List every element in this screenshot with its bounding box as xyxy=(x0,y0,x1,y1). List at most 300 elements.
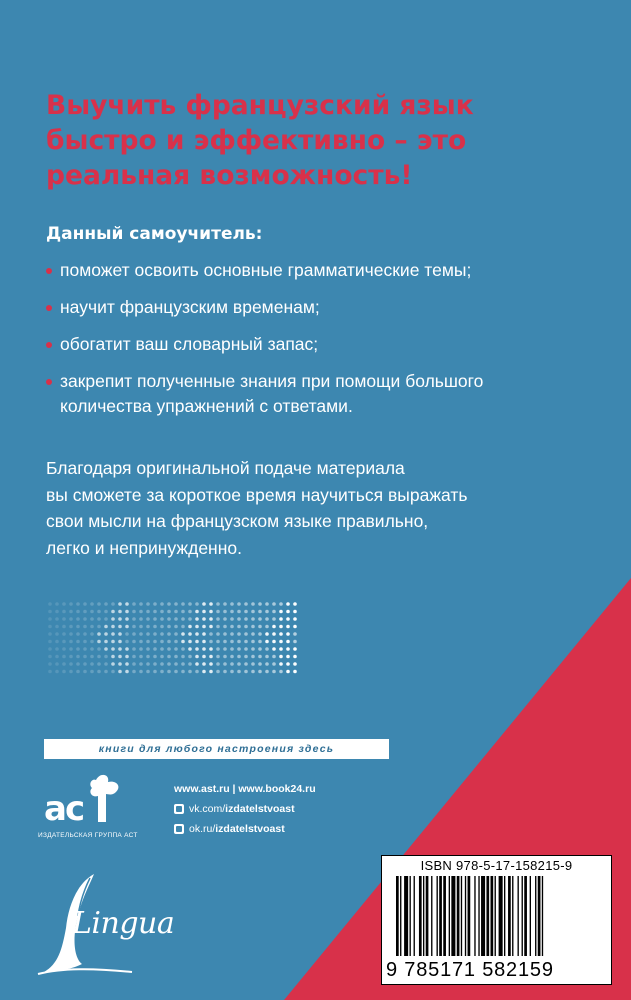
decorative-dot xyxy=(111,602,115,606)
decorative-dot xyxy=(188,610,192,614)
decorative-dot xyxy=(153,647,157,651)
decorative-dot xyxy=(279,647,283,651)
decorative-dot xyxy=(125,610,129,614)
decorative-dot xyxy=(160,670,164,674)
decorative-dot xyxy=(223,670,227,674)
decorative-dot xyxy=(237,647,241,651)
list-item xyxy=(46,295,616,320)
decorative-dot xyxy=(258,640,262,644)
decorative-dot xyxy=(125,670,129,674)
barcode-bar xyxy=(449,876,450,956)
decorative-dot xyxy=(153,610,157,614)
ok-icon xyxy=(174,824,184,834)
barcode-bar xyxy=(522,876,523,956)
decorative-dot xyxy=(251,625,255,629)
decorative-dot xyxy=(258,662,262,666)
decorative-dot xyxy=(104,670,108,674)
decorative-dot xyxy=(209,625,213,629)
decorative-dot xyxy=(216,617,220,621)
decorative-dot xyxy=(83,662,87,666)
decorative-dot xyxy=(279,662,283,666)
decorative-dot xyxy=(174,640,178,644)
decorative-dot xyxy=(202,662,206,666)
decorative-dot xyxy=(153,670,157,674)
decorative-dot xyxy=(62,602,66,606)
decorative-dot xyxy=(265,632,269,636)
decorative-dot xyxy=(244,670,248,674)
list-item-text: научит французским временам; xyxy=(60,297,320,317)
decorative-dot xyxy=(111,670,115,674)
decorative-dot xyxy=(174,602,178,606)
websites-link[interactable]: www.ast.ru | www.book24.ru xyxy=(174,783,316,795)
barcode-bar xyxy=(468,876,471,956)
decorative-dot xyxy=(146,602,150,606)
decorative-dot xyxy=(146,625,150,629)
decorative-dot xyxy=(97,647,101,651)
decorative-dot xyxy=(125,640,129,644)
headline-line-2: быстро и эффективно – это xyxy=(46,125,467,156)
barcode-bar xyxy=(431,876,432,956)
barcode-digits xyxy=(386,959,610,982)
headline xyxy=(46,88,606,193)
decorative-dot xyxy=(104,655,108,659)
decorative-dot xyxy=(167,602,171,606)
decorative-dot xyxy=(69,625,73,629)
decorative-dot xyxy=(209,610,213,614)
decorative-dot xyxy=(104,617,108,621)
decorative-dot xyxy=(97,670,101,674)
decorative-dot xyxy=(125,632,129,636)
decorative-dot xyxy=(181,640,185,644)
vk-handle: izdatelstvoast xyxy=(225,803,295,815)
decorative-dot xyxy=(153,655,157,659)
decorative-dot xyxy=(258,655,262,659)
decorative-dot xyxy=(223,647,227,651)
decorative-dot xyxy=(83,655,87,659)
decorative-dot xyxy=(279,602,283,606)
barcode-digit-first: 9 xyxy=(386,959,398,981)
decorative-dot xyxy=(62,670,66,674)
svg-text:ac: ac xyxy=(44,789,84,829)
decorative-dot xyxy=(265,625,269,629)
decorative-dot xyxy=(251,617,255,621)
decorative-dot xyxy=(293,655,297,659)
decorative-dot xyxy=(111,632,115,636)
decorative-dot xyxy=(160,640,164,644)
vk-prefix: vk.com/ xyxy=(189,803,226,815)
decorative-dot xyxy=(230,655,234,659)
decorative-dot xyxy=(69,670,73,674)
decorative-dot xyxy=(293,640,297,644)
paragraph-line: легко и непринужденно. xyxy=(46,537,242,558)
ast-logo-icon xyxy=(44,772,124,830)
decorative-dot xyxy=(286,662,290,666)
barcode-bar xyxy=(404,876,408,956)
decorative-dot xyxy=(216,640,220,644)
decorative-dot xyxy=(97,625,101,629)
decorative-dot xyxy=(279,632,283,636)
decorative-dot xyxy=(160,610,164,614)
decorative-dot xyxy=(153,662,157,666)
benefits-list xyxy=(46,258,616,431)
decorative-dot xyxy=(209,640,213,644)
barcode-bar xyxy=(419,876,422,956)
decorative-dot xyxy=(146,632,150,636)
isbn-label: ISBN 978-5-17-158215-9 xyxy=(420,858,573,873)
decorative-dot xyxy=(223,632,227,636)
barcode-bar xyxy=(518,876,519,956)
barcode-bar xyxy=(443,876,446,956)
decorative-dot xyxy=(48,670,52,674)
decorative-dot xyxy=(195,632,199,636)
decorative-dot xyxy=(153,640,157,644)
decorative-dot xyxy=(76,640,80,644)
decorative-dot xyxy=(258,610,262,614)
decorative-dot xyxy=(216,632,220,636)
decorative-dot xyxy=(125,655,129,659)
decorative-dot xyxy=(139,670,143,674)
barcode-bar xyxy=(486,876,489,956)
decorative-dot xyxy=(230,647,234,651)
decorative-dot xyxy=(188,632,192,636)
barcode-bars xyxy=(396,876,606,960)
decorative-dot xyxy=(167,655,171,659)
decorative-dot xyxy=(76,662,80,666)
decorative-dot xyxy=(216,647,220,651)
decorative-dot xyxy=(97,632,101,636)
decorative-dot xyxy=(223,655,227,659)
barcode-bar xyxy=(495,876,496,956)
decorative-dot xyxy=(181,662,185,666)
decorative-dot xyxy=(111,640,115,644)
decorative-dot xyxy=(216,625,220,629)
decorative-dot xyxy=(195,625,199,629)
decorative-dot xyxy=(188,640,192,644)
decorative-dot xyxy=(251,662,255,666)
decorative-dot xyxy=(258,670,262,674)
decorative-dot xyxy=(286,647,290,651)
decorative-dot xyxy=(104,610,108,614)
decorative-dot xyxy=(272,640,276,644)
decorative-dot xyxy=(181,670,185,674)
decorative-dot xyxy=(90,617,94,621)
decorative-dot xyxy=(167,670,171,674)
decorative-dot xyxy=(62,655,66,659)
decorative-dot xyxy=(237,655,241,659)
decorative-dot xyxy=(97,662,101,666)
decorative-dot xyxy=(125,625,129,629)
decorative-dot xyxy=(48,640,52,644)
decorative-dot xyxy=(209,670,213,674)
barcode-bar xyxy=(410,876,411,956)
decorative-dot xyxy=(265,647,269,651)
decorative-dot xyxy=(258,617,262,621)
decorative-dot xyxy=(174,670,178,674)
tagline-banner: книги для любого настроения здесь xyxy=(44,739,389,759)
decorative-dot xyxy=(83,670,87,674)
decorative-dot xyxy=(181,610,185,614)
intro-text: Данный самоучитель: xyxy=(46,224,263,244)
decorative-dot xyxy=(216,602,220,606)
barcode-bar xyxy=(465,876,466,956)
decorative-dot xyxy=(272,647,276,651)
list-item-text: обогатит ваш словарный запас; xyxy=(60,334,319,354)
decorative-dot xyxy=(132,670,136,674)
decorative-dot xyxy=(90,640,94,644)
decorative-dot xyxy=(69,610,73,614)
decorative-dot xyxy=(272,602,276,606)
decorative-dot xyxy=(209,632,213,636)
decorative-dot xyxy=(55,640,59,644)
decorative-dot xyxy=(237,610,241,614)
decorative-dot xyxy=(167,632,171,636)
decorative-dot xyxy=(286,610,290,614)
barcode-bar xyxy=(474,876,475,956)
decorative-dot xyxy=(265,662,269,666)
list-item xyxy=(46,369,616,419)
decorative-dot xyxy=(90,647,94,651)
decorative-dot xyxy=(188,670,192,674)
decorative-dot xyxy=(265,655,269,659)
decorative-dot xyxy=(55,625,59,629)
decorative-dot xyxy=(272,617,276,621)
decorative-dot xyxy=(132,647,136,651)
decorative-dot xyxy=(97,655,101,659)
decorative-dot xyxy=(181,602,185,606)
decorative-dot xyxy=(202,602,206,606)
decorative-dot xyxy=(251,640,255,644)
decorative-dot xyxy=(188,655,192,659)
paragraph-line: вы сможете за короткое время научиться выражать xyxy=(46,484,468,505)
decorative-dot xyxy=(181,632,185,636)
decorative-dot xyxy=(167,625,171,629)
decorative-dot xyxy=(244,655,248,659)
decorative-dot xyxy=(139,647,143,651)
barcode-bar xyxy=(414,876,415,956)
decorative-dot xyxy=(62,610,66,614)
decorative-dot xyxy=(90,632,94,636)
decorative-dot xyxy=(237,617,241,621)
decorative-dot xyxy=(69,640,73,644)
decorative-dot xyxy=(258,625,262,629)
decorative-dot xyxy=(90,662,94,666)
decorative-dot xyxy=(132,617,136,621)
ok-prefix: ok.ru/ xyxy=(189,823,216,835)
barcode-bar xyxy=(396,876,399,956)
barcode-bar xyxy=(512,876,513,956)
decorative-dot xyxy=(258,632,262,636)
decorative-dot xyxy=(132,640,136,644)
decorative-dot xyxy=(230,610,234,614)
decorative-dot xyxy=(139,610,143,614)
decorative-dot xyxy=(118,602,122,606)
decorative-dot xyxy=(139,655,143,659)
vk-link[interactable] xyxy=(174,799,316,819)
decorative-dot xyxy=(244,617,248,621)
decorative-dot xyxy=(139,632,143,636)
decorative-dot xyxy=(125,617,129,621)
publisher-caption: ИЗДАТЕЛЬСКАЯ ГРУППА АСТ xyxy=(38,832,138,839)
barcode-bar xyxy=(400,876,401,956)
decorative-dot xyxy=(132,632,136,636)
barcode-digits-left: 785171 xyxy=(404,959,476,981)
barcode-bar xyxy=(439,876,442,956)
decorative-dot xyxy=(97,610,101,614)
decorative-dot xyxy=(167,610,171,614)
decorative-dot xyxy=(48,632,52,636)
barcode-bar xyxy=(426,876,429,956)
decorative-dot xyxy=(188,625,192,629)
decorative-dot xyxy=(272,655,276,659)
decorative-dot xyxy=(293,625,297,629)
decorative-dot xyxy=(293,602,297,606)
decorative-dot xyxy=(118,662,122,666)
decorative-dot xyxy=(279,625,283,629)
decorative-dot xyxy=(279,640,283,644)
decorative-dot xyxy=(48,662,52,666)
decorative-dot xyxy=(125,647,129,651)
decorative-dot xyxy=(272,670,276,674)
decorative-dot xyxy=(258,647,262,651)
decorative-dot xyxy=(237,662,241,666)
decorative-dot xyxy=(125,602,129,606)
decorative-dot xyxy=(160,647,164,651)
decorative-dot xyxy=(97,602,101,606)
decorative-dot xyxy=(216,655,220,659)
decorative-dot xyxy=(202,632,206,636)
decorative-dot xyxy=(132,655,136,659)
ok-link[interactable] xyxy=(174,819,316,839)
decorative-dot xyxy=(286,617,290,621)
decorative-dot xyxy=(153,632,157,636)
decorative-dot xyxy=(293,632,297,636)
decorative-dot xyxy=(202,647,206,651)
decorative-dot xyxy=(293,617,297,621)
decorative-dot xyxy=(139,662,143,666)
decorative-dot xyxy=(265,670,269,674)
decorative-dot xyxy=(111,610,115,614)
barcode-bar xyxy=(481,876,485,956)
list-item-text: поможет освоить основные грамматические темы; xyxy=(60,260,472,280)
decorative-dot xyxy=(160,655,164,659)
decorative-dot xyxy=(188,602,192,606)
decorative-dot xyxy=(90,602,94,606)
decorative-dot xyxy=(160,617,164,621)
isbn-barcode xyxy=(381,855,612,985)
list-item xyxy=(46,332,616,357)
decorative-dot xyxy=(76,625,80,629)
barcode-bar xyxy=(499,876,503,956)
decorative-dot xyxy=(132,662,136,666)
decorative-dot xyxy=(223,602,227,606)
decorative-dot xyxy=(209,647,213,651)
decorative-dot xyxy=(146,647,150,651)
decorative-dot xyxy=(272,610,276,614)
decorative-dot xyxy=(237,670,241,674)
decorative-dot xyxy=(69,602,73,606)
decorative-dot xyxy=(174,617,178,621)
decorative-dot xyxy=(48,625,52,629)
decorative-dot xyxy=(237,625,241,629)
decorative-dot xyxy=(251,610,255,614)
barcode-bar xyxy=(491,876,494,956)
decorative-dot xyxy=(188,662,192,666)
decorative-dot xyxy=(244,647,248,651)
decorative-dot xyxy=(293,670,297,674)
dotted-arrows-decoration xyxy=(46,600,306,680)
decorative-dot xyxy=(76,670,80,674)
decorative-dot xyxy=(244,610,248,614)
decorative-dot xyxy=(69,655,73,659)
decorative-dot xyxy=(118,625,122,629)
decorative-dot xyxy=(69,647,73,651)
decorative-dot xyxy=(160,625,164,629)
decorative-dot xyxy=(111,647,115,651)
decorative-dot xyxy=(83,640,87,644)
decorative-dot xyxy=(104,632,108,636)
decorative-dot xyxy=(118,640,122,644)
decorative-dot xyxy=(230,602,234,606)
decorative-dot xyxy=(188,647,192,651)
barcode-bar xyxy=(538,876,541,956)
barcode-bar xyxy=(457,876,460,956)
decorative-dot xyxy=(76,647,80,651)
decorative-dot xyxy=(230,662,234,666)
decorative-dot xyxy=(104,640,108,644)
decorative-dot xyxy=(202,670,206,674)
barcode-bar xyxy=(423,876,424,956)
decorative-dot xyxy=(195,610,199,614)
decorative-dot xyxy=(139,625,143,629)
decorative-dot xyxy=(167,617,171,621)
barcode-bar xyxy=(535,876,536,956)
decorative-dot xyxy=(272,662,276,666)
decorative-dot xyxy=(104,662,108,666)
decorative-dot xyxy=(181,617,185,621)
decorative-dot xyxy=(216,610,220,614)
decorative-dot xyxy=(76,632,80,636)
decorative-dot xyxy=(195,640,199,644)
decorative-dot xyxy=(90,625,94,629)
vk-icon xyxy=(174,804,184,814)
decorative-dot xyxy=(237,632,241,636)
headline-line-3: реальная возможность! xyxy=(46,160,413,191)
decorative-dot xyxy=(153,602,157,606)
barcode-bar xyxy=(437,876,438,956)
decorative-dot xyxy=(83,632,87,636)
decorative-dot xyxy=(167,662,171,666)
decorative-dot xyxy=(181,625,185,629)
decorative-dot xyxy=(104,647,108,651)
decorative-dot xyxy=(83,625,87,629)
decorative-dot xyxy=(286,640,290,644)
decorative-dot xyxy=(293,610,297,614)
decorative-dot xyxy=(265,602,269,606)
decorative-dot xyxy=(132,602,136,606)
decorative-dot xyxy=(55,617,59,621)
decorative-dot xyxy=(118,632,122,636)
decorative-dot xyxy=(146,670,150,674)
decorative-dot xyxy=(76,617,80,621)
paragraph-line: свои мысли на французском языке правильно, xyxy=(46,511,429,531)
decorative-dot xyxy=(83,647,87,651)
decorative-dot xyxy=(223,625,227,629)
decorative-dot xyxy=(293,662,297,666)
decorative-dot xyxy=(48,617,52,621)
decorative-dot xyxy=(195,655,199,659)
decorative-dot xyxy=(48,647,52,651)
decorative-dot xyxy=(97,640,101,644)
